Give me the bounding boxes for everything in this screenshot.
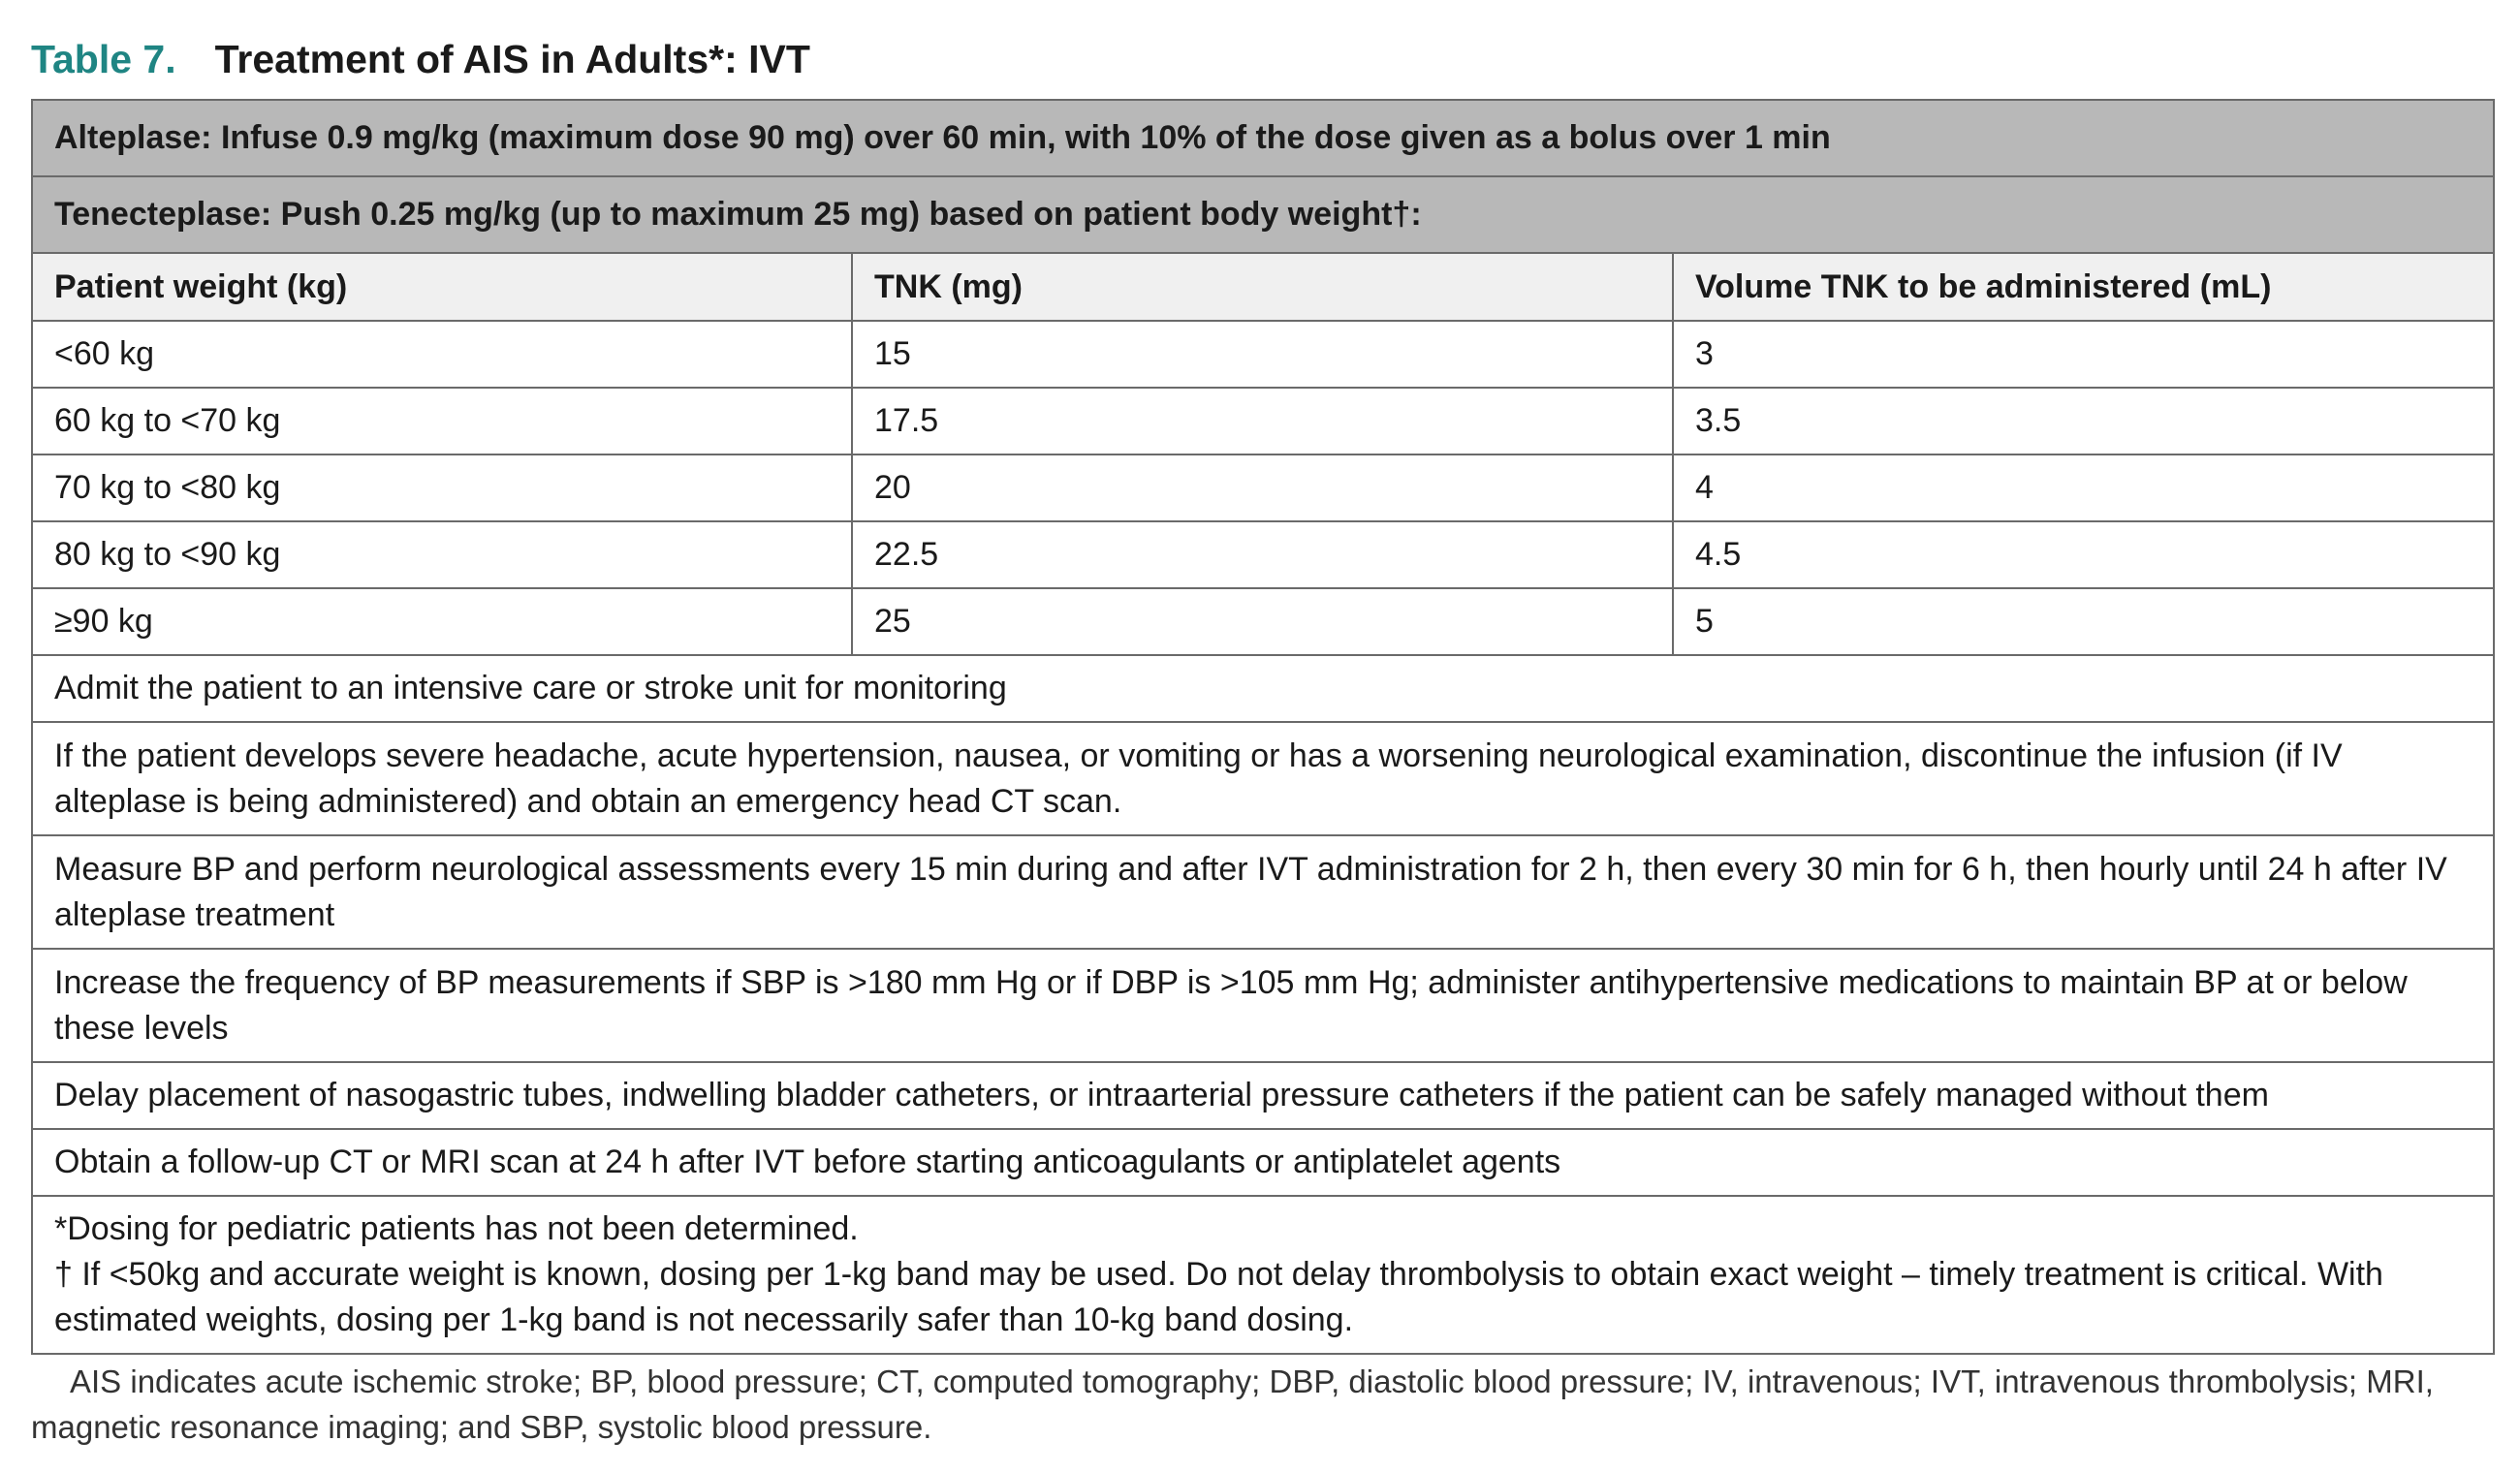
instruction-delay-placement: Delay placement of nasogastric tubes, indwelling bladder catheters, or intraarterial pressure catheters if the patient can be safely managed without them [32, 1062, 2494, 1129]
instruction-admit: Admit the patient to an intensive care or stroke unit for monitoring [32, 655, 2494, 722]
instruction-row [32, 949, 2494, 1062]
volume-cell: 4 [1673, 454, 2494, 521]
table-row [32, 321, 2494, 388]
tnk-cell: 15 [852, 321, 1673, 388]
instruction-bp-frequency: Increase the frequency of BP measurements if SBP is >180 mm Hg or if DBP is >105 mm Hg; administer antihypertensive medications to maintain BP at or below these levels [32, 949, 2494, 1062]
tnk-cell: 25 [852, 588, 1673, 655]
alteplase-row [32, 100, 2494, 176]
volume-cell: 3 [1673, 321, 2494, 388]
instruction-row [32, 1062, 2494, 1129]
tnk-cell: 22.5 [852, 521, 1673, 588]
pediatric-note: *Dosing for pediatric patients has not been determined. [54, 1210, 859, 1247]
column-header-weight: Patient weight (kg) [32, 253, 852, 321]
instruction-follow-up-scan: Obtain a follow-up CT or MRI scan at 24 h after IVT before starting anticoagulants or antiplatelet agents [32, 1129, 2494, 1196]
column-header-volume: Volume TNK to be administered (mL) [1673, 253, 2494, 321]
table-row [32, 588, 2494, 655]
ivt-treatment-table [31, 99, 2495, 1355]
table-row [32, 454, 2494, 521]
instruction-row [32, 655, 2494, 722]
tenecteplase-row [32, 176, 2494, 253]
table-row [32, 388, 2494, 454]
table-notes-cell [32, 1196, 2494, 1354]
tnk-cell: 17.5 [852, 388, 1673, 454]
dagger-note: † If <50kg and accurate weight is known, dosing per 1-kg band may be used. Do not delay thrombolysis to obtain exact weight – timely treatment is critical. With estimated weights, dosing per 1-kg band is not necessarily safer than 10-kg band dosing. [54, 1256, 2383, 1338]
table-number: Table 7. [31, 36, 176, 81]
weight-cell: <60 kg [32, 321, 852, 388]
alteplase-cell: Alteplase: Infuse 0.9 mg/kg (maximum dose 90 mg) over 60 min, with 10% of the dose given as a bolus over 1 min [32, 100, 2494, 176]
instruction-row [32, 835, 2494, 949]
weight-cell: 80 kg to <90 kg [32, 521, 852, 588]
abbreviations-footnote: AIS indicates acute ischemic stroke; BP, blood pressure; CT, computed tomography; DBP, diastolic blood pressure; IV, intravenous; IVT, intravenous thrombolysis; MRI, magnetic resonance imaging; and SBP, systolic blood pressure. [31, 1363, 2434, 1445]
weight-cell: 60 kg to <70 kg [32, 388, 852, 454]
table-notes-row [32, 1196, 2494, 1354]
volume-cell: 3.5 [1673, 388, 2494, 454]
table-title: Treatment of AIS in Adults*: IVT [214, 36, 810, 81]
column-header-tnk: TNK (mg) [852, 253, 1673, 321]
table-caption [31, 27, 2489, 91]
weight-cell: 70 kg to <80 kg [32, 454, 852, 521]
instruction-row [32, 722, 2494, 835]
column-header-row [32, 253, 2494, 321]
instruction-discontinue: If the patient develops severe headache, acute hypertension, nausea, or vomiting or has a worsening neurological examination, discontinue the infusion (if IV alteplase is being administered) and obtain an emergency head CT scan. [32, 722, 2494, 835]
volume-cell: 5 [1673, 588, 2494, 655]
weight-cell: ≥90 kg [32, 588, 852, 655]
instruction-monitoring: Measure BP and perform neurological assessments every 15 min during and after IVT administration for 2 h, then every 30 min for 6 h, then hourly until 24 h after IV alteplase treatment [32, 835, 2494, 949]
instruction-row [32, 1129, 2494, 1196]
table-row [32, 521, 2494, 588]
tnk-cell: 20 [852, 454, 1673, 521]
tenecteplase-cell: Tenecteplase: Push 0.25 mg/kg (up to maximum 25 mg) based on patient body weight†: [32, 176, 2494, 253]
volume-cell: 4.5 [1673, 521, 2494, 588]
